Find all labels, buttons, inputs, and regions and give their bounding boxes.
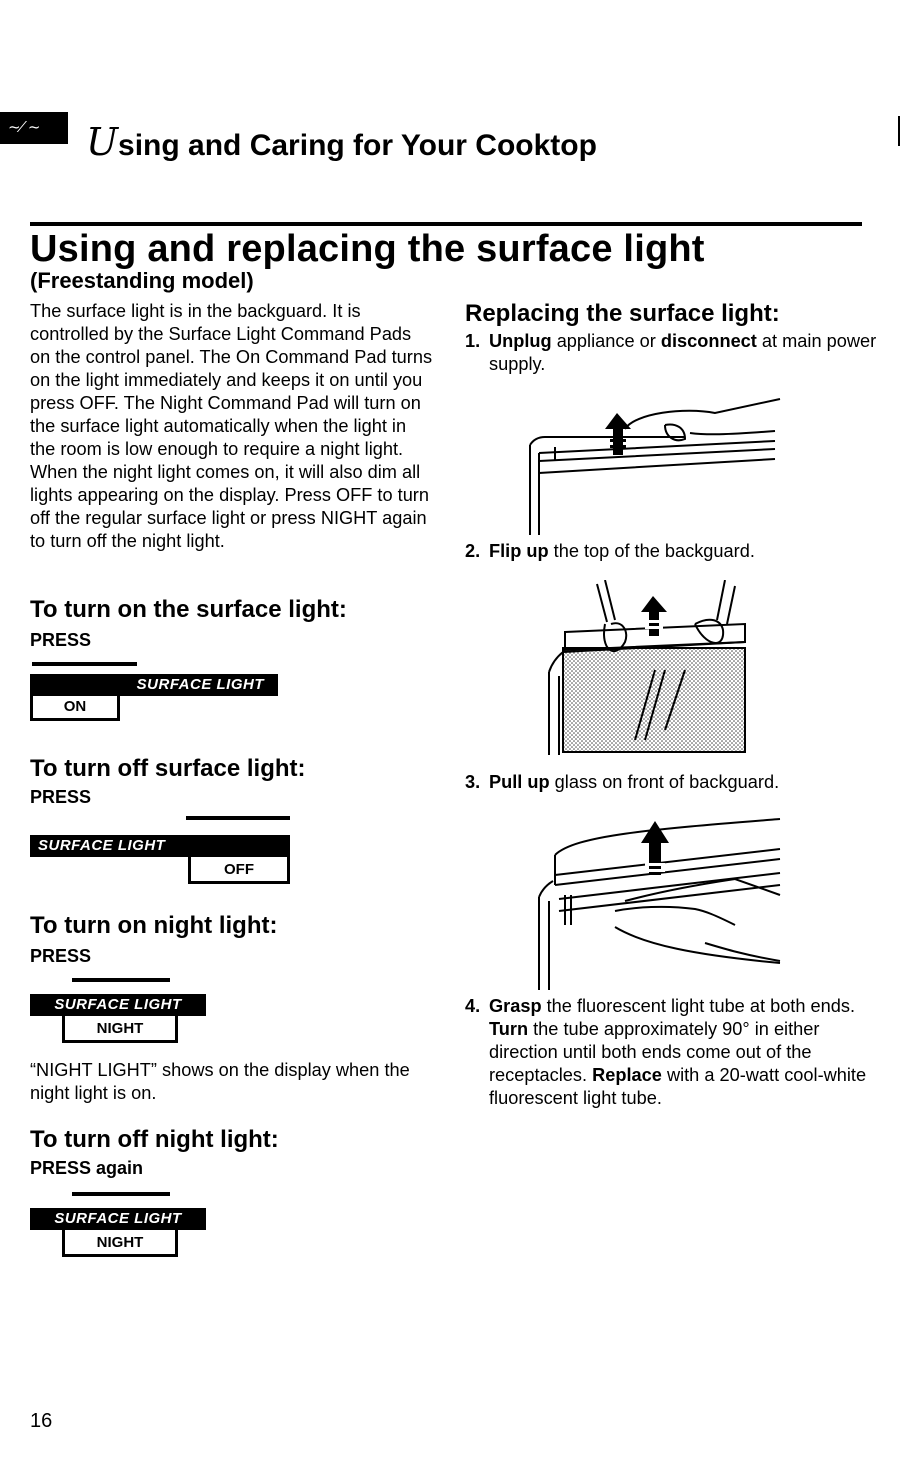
surface-light-bar: SURFACE LIGHT (30, 1208, 206, 1230)
press-again-label: PRESS again (30, 1158, 144, 1178)
pad-tab (72, 1192, 170, 1196)
step-4: 4. Grasp the fluorescent light tube at both ends. Turn the tube approximately 90° in either direction until both ends come out of the receptacles. Replace with a 20-watt cool-white fluorescent light tube. (465, 996, 867, 1108)
backguard-glass-illustration (535, 815, 785, 990)
header-title: Using and Caring for Your Cooktop (86, 120, 597, 164)
section-subtitle: (Freestanding model) (30, 268, 254, 293)
surface-light-bar: SURFACE LIGHT (30, 994, 206, 1016)
header-logo (0, 112, 68, 144)
surface-light-night-pad-off[interactable] (30, 1192, 210, 1258)
surface-light-off-pad[interactable] (30, 816, 295, 886)
cooktop-logo-icon: ~⁄ ~ (8, 118, 41, 136)
night-light-note: “NIGHT LIGHT” shows on the display when the night light is on. (30, 1060, 410, 1103)
on-button[interactable]: ON (30, 694, 120, 721)
surface-light-bar: SURFACE LIGHT (30, 674, 278, 696)
header-rule (30, 222, 862, 226)
pad-tab (186, 816, 290, 820)
surface-light-on-pad[interactable] (30, 662, 280, 722)
night-button[interactable]: NIGHT (62, 1016, 178, 1043)
press-label: PRESS (30, 630, 92, 650)
intro-paragraph: The surface light is in the backguard. It is controlled by the Surface Light Command Pads on the control panel. The On Command Pad turns on the light immediately and keeps it on until you press OFF. The Night Command Pad will turn on the surface light automatically when the light in the room is low enough to require a night light. When the night light comes on, it will also dim all lights appearing on the display. Press OFF to turn off the regular surface light or press NIGHT again to turn off the night light. (30, 301, 433, 551)
turn-off-surface-heading: To turn off surface light: (30, 755, 306, 782)
step-2: 2. Flip up the top of the backguard. (465, 541, 755, 561)
night-button[interactable]: NIGHT (62, 1230, 178, 1257)
section-title: Using and replacing the surface light (30, 228, 705, 270)
backguard-flip-illustration (545, 580, 750, 755)
backguard-unplug-illustration (525, 395, 785, 535)
surface-light-bar: SURFACE LIGHT (30, 835, 290, 857)
turn-on-surface-heading: To turn on the surface light: (30, 596, 347, 623)
page-edge-mark (898, 116, 900, 146)
page-number: 16 (30, 1410, 53, 1432)
turn-on-night-heading: To turn on night light: (30, 912, 278, 939)
step-3: 3. Pull up glass on front of backguard. (465, 772, 780, 792)
pad-tab (72, 978, 170, 982)
turn-off-night-heading: To turn off night light: (30, 1126, 279, 1153)
press-label: PRESS (30, 787, 92, 807)
replacing-heading: Replacing the surface light: (465, 300, 780, 327)
step-1: 1. Unplug appliance or disconnect at main power supply. (465, 331, 877, 374)
surface-light-night-pad[interactable] (30, 978, 210, 1040)
pad-tab (32, 662, 137, 666)
off-button[interactable]: OFF (188, 857, 290, 884)
press-label: PRESS (30, 946, 92, 966)
